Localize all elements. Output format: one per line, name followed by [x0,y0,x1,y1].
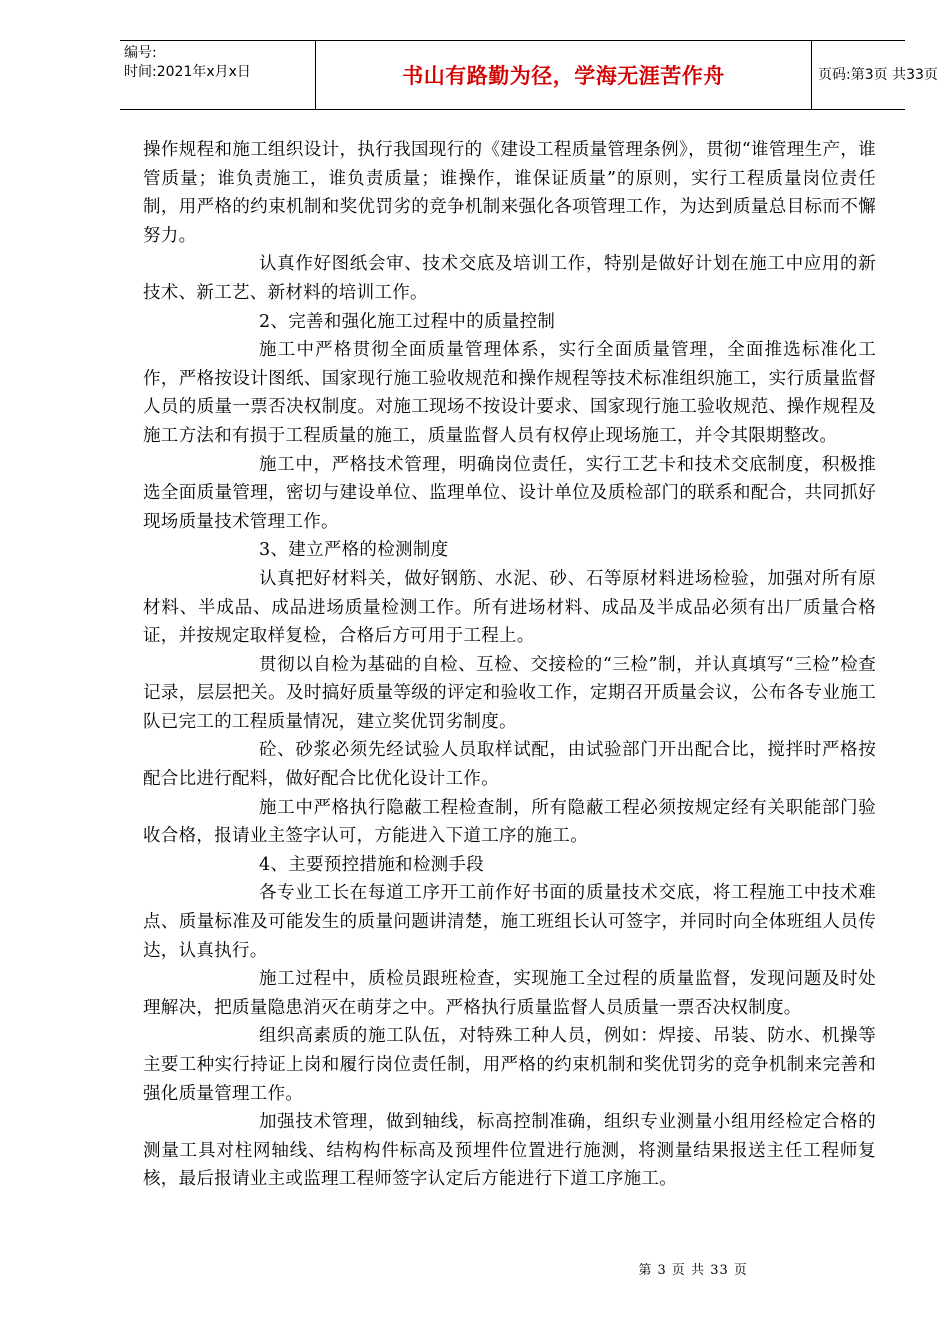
page-footer [0,1244,950,1278]
document-body [143,136,876,1194]
body-paragraph: 加强技术管理，做到轴线，标高控制准确，组织专业测量小组用经检定合格的测量工具对柱网轴线、结构构件标高及预埋件位置进行施测，将测量结果报送主任工程师复核，最后报请业主或监理工程师签字认定后方能进行下道工序施工。 [143,1112,876,1190]
body-paragraph: 各专业工长在每道工序开工前作好书面的质量技术交底，将工程施工中技术难点、质量标准及可能发生的质量问题讲清楚，施工班组长认可签字，并同时向全体班组人员传达，认真执行。 [143,883,876,961]
header-motto-cell [315,41,812,109]
header-motto: 书山有路勤为径，学海无涯苦作舟 [402,64,725,88]
body-paragraph: 贯彻以自检为基础的自检、互检、交接检的“三检”制，并认真填写“三检”检查记录，层层把关。及时搞好质量等级的评定和验收工作，定期召开质量会议，公布各专业施工队已完工的工程质量情况，建立奖优罚劣制度。 [143,654,876,732]
body-paragraph: 施工中严格执行隐蔽工程检查制，所有隐蔽工程必须按规定经有关职能部门验收合格，报请业主签字认可，方能进入下道工序的施工。 [143,797,876,847]
body-paragraph: 操作规程和施工组织设计，执行我国现行的《建设工程质量管理条例》，贯彻“谁管理生产，谁管质量；谁负责施工，谁负责质量；谁操作，谁保证质量”的原则，实行工程质量岗位责任制，用严格的约束机制和奖优罚劣的竞争机制来强化各项管理工作，为达到质量总目标而不懈努力。 [143,140,876,246]
body-paragraph: 砼、砂浆必须先经试验人员取样试配，由试验部门开出配合比，搅拌时严格按配合比进行配料，做好配合比优化设计工作。 [143,740,876,790]
serial-label: 编号: [124,45,157,61]
header-page-number: 页码:第3页 共33页 [818,67,938,83]
header-meta-cell [120,41,315,109]
header-page-cell [811,41,938,109]
section-heading: 3、建立严格的检测制度 [259,540,449,561]
body-paragraph: 施工过程中，质检员跟班检查，实现施工全过程的质量监督，发现问题及时处理解决，把质量隐患消灭在萌芽之中。严格执行质量监督人员质量一票否决权制度。 [143,969,876,1018]
body-paragraph: 认真把好材料关，做好钢筋、水泥、砂、石等原材料进场检验，加强对所有原材料、半成品、成品进场质量检测工作。所有进场材料、成品及半成品必须有出厂质量合格证，并按规定取样复检，合格后方可用于工程上。 [143,568,876,647]
footer-page-number: 第 3 页 共 33 页 [638,1263,748,1278]
section-heading: 4、主要预控措施和检测手段 [259,854,485,875]
body-paragraph: 施工中，严格技术管理，明确岗位责任，实行工艺卡和技术交底制度，积极推选全面质量管理，密切与建设单位、监理单位、设计单位及质检部门的联系和配合，共同抓好现场质量技术管理工作。 [143,454,876,532]
body-paragraph: 施工中严格贯彻全面质量管理体系，实行全面质量管理，全面推选标准化工作，严格按设计图纸、国家现行施工验收规范和操作规程等技术标准组织施工，实行质量监督人员的质量一票否决权制度。对施工现场不按设计要求、国家现行施工验收规范、操作规程及施工方法和有损于工程质量的施工，质量监督人员有权停止现场施工，并令其限期整改。 [143,340,876,446]
section-heading: 2、完善和强化施工过程中的质量控制 [259,311,556,332]
page-header [120,40,938,110]
body-paragraph: 认真作好图纸会审、技术交底及培训工作，特别是做好计划在施工中应用的新技术、新工艺、新材料的培训工作。 [143,254,876,303]
date-label: 时间:2021年x月x日 [124,64,251,80]
body-paragraph: 组织高素质的施工队伍，对特殊工种人员，例如：焊接、吊装、防水、机操等主要工种实行持证上岗和履行岗位责任制，用严格的约束机制和奖优罚劣的竞争机制来完善和强化质量管理工作。 [143,1026,876,1104]
